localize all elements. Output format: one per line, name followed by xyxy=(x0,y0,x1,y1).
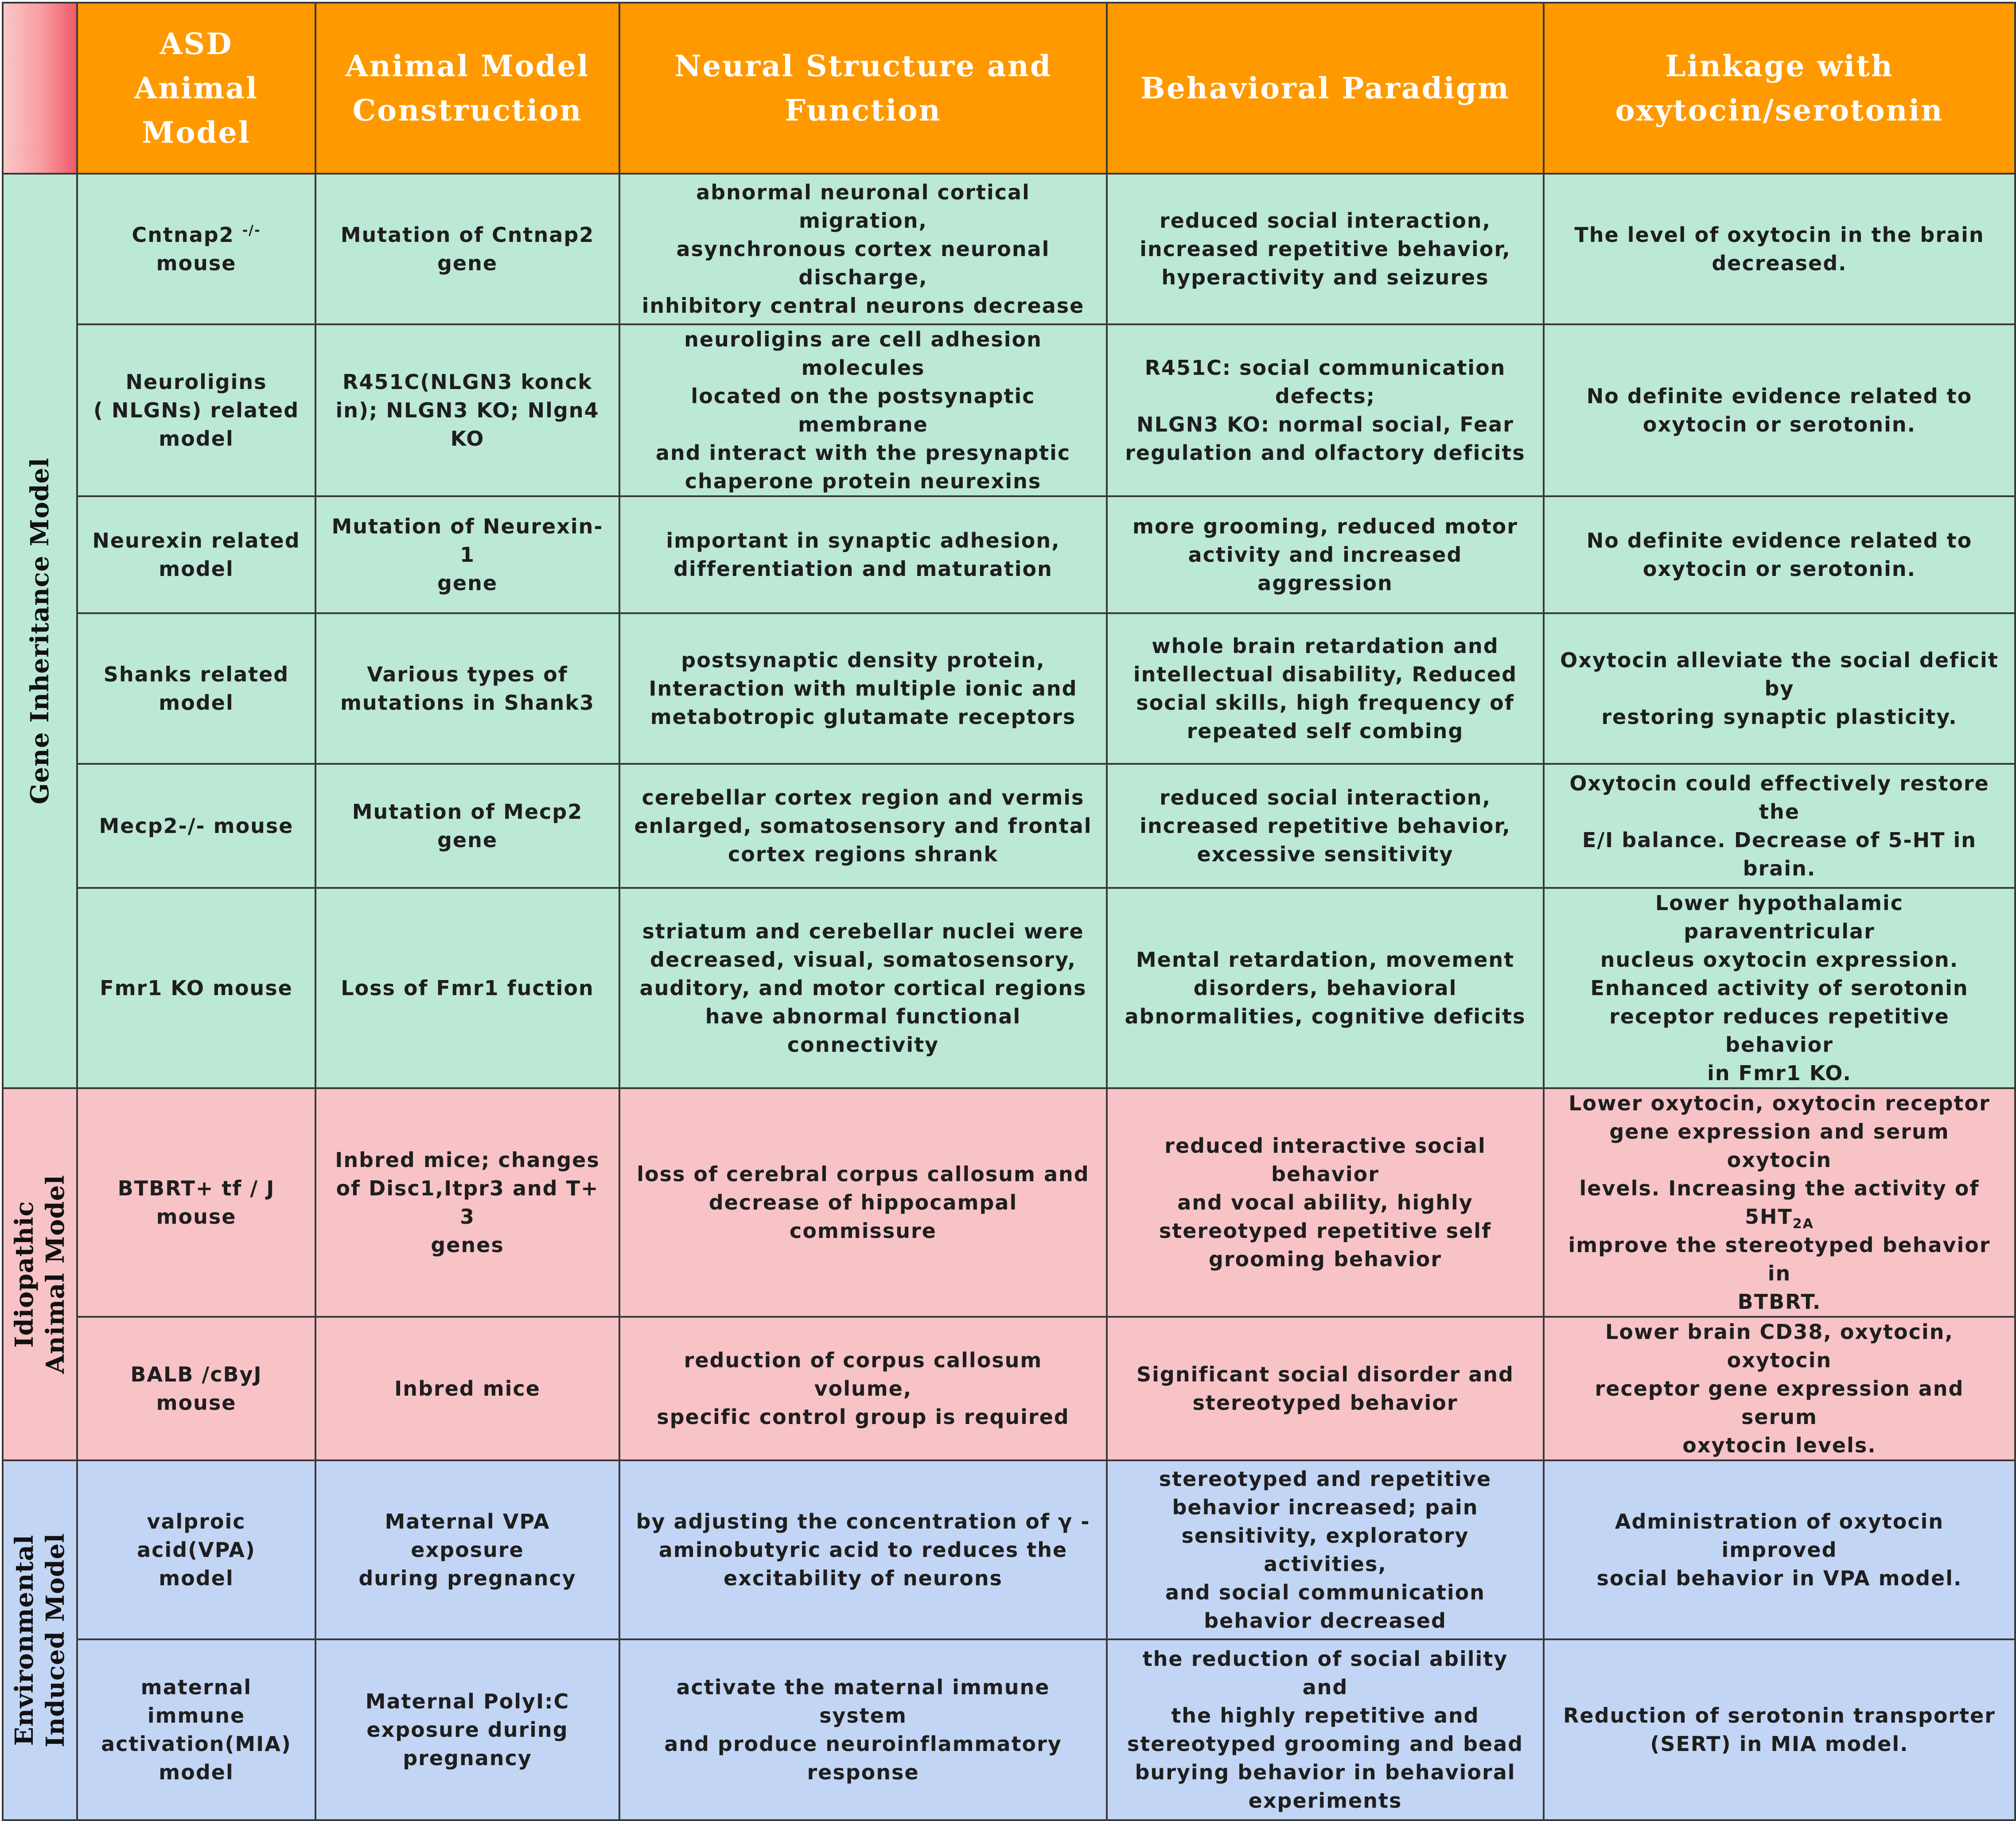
cell-model: valproic acid(VPA) model xyxy=(77,1460,315,1639)
table-row xyxy=(3,1088,2015,1317)
cell-neural: important in synaptic adhesion, differentiation and maturation xyxy=(619,496,1107,613)
cell-construction: Maternal VPA exposure during pregnancy xyxy=(315,1460,619,1639)
cell-construction: Various types of mutations in Shank3 xyxy=(315,613,619,764)
cell-model: maternal immune activation(MIA) model xyxy=(77,1639,315,1820)
cell-behavior: more grooming, reduced motor activity and increased aggression xyxy=(1107,496,1544,613)
group-environmental-induced-model xyxy=(3,1460,77,1820)
cell-behavior: the reduction of social ability and the highly repetitive and stereotyped grooming and bead burying behavior in behavioral experiments xyxy=(1107,1639,1544,1820)
cell-behavior: reduced interactive social behavior and vocal ability, highly stereotyped repetitive self grooming behavior xyxy=(1107,1088,1544,1317)
cell-linkage: Administration of oxytocin improved social behavior in VPA model. xyxy=(1544,1460,2015,1639)
table-row xyxy=(3,1460,2015,1639)
table-row xyxy=(3,1317,2015,1460)
cell-model: Neuroligins ( NLGNs) related model xyxy=(77,324,315,496)
asd-models-table xyxy=(2,2,2016,1821)
cell-behavior: whole brain retardation and intellectual disability, Reduced social skills, high frequency of repeated self combing xyxy=(1107,613,1544,764)
cell-neural: loss of cerebral corpus callosum and decrease of hippocampal commissure xyxy=(619,1088,1107,1317)
cell-behavior: stereotyped and repetitive behavior increased; pain sensitivity, exploratory activities, and social communication behavior decreased xyxy=(1107,1460,1544,1639)
group-gene-inheritance-model xyxy=(3,174,77,1088)
cell-construction: R451C(NLGN3 konck in); NLGN3 KO; Nlgn4 KO xyxy=(315,324,619,496)
cell-construction: Mutation of Mecp2 gene xyxy=(315,764,619,888)
cell-neural: striatum and cerebellar nuclei were decreased, visual, somatosensory, auditory, and motor cortical regions have abnormal functional connectivity xyxy=(619,888,1107,1088)
header-linkage-oxytocin-serotonin: Linkage with oxytocin/serotonin xyxy=(1544,3,2015,174)
cell-linkage: Lower hypothalamic paraventricular nucleus oxytocin expression. Enhanced activity of serotonin receptor reduces repetitive behavior in Fmr1 KO. xyxy=(1544,888,2015,1088)
cell-behavior: reduced social interaction, increased repetitive behavior, excessive sensitivity xyxy=(1107,764,1544,888)
cell-linkage: Oxytocin could effectively restore the E/I balance. Decrease of 5-HT in brain. xyxy=(1544,764,2015,888)
table-row xyxy=(3,1639,2015,1820)
cell-linkage: Oxytocin alleviate the social deficit by restoring synaptic plasticity. xyxy=(1544,613,2015,764)
cell-model: BALB /cByJ mouse xyxy=(77,1317,315,1460)
cell-construction: Mutation of Cntnap2 gene xyxy=(315,174,619,324)
group-label-gene: Gene Inheritance Model xyxy=(25,457,54,805)
cell-model: Neurexin related model xyxy=(77,496,315,613)
cell-neural: cerebellar cortex region and vermis enlarged, somatosensory and frontal cortex regions shrank xyxy=(619,764,1107,888)
table-row xyxy=(3,324,2015,496)
group-label-idiopathic: Idiopathic Animal Model xyxy=(10,1175,70,1374)
table-row xyxy=(3,613,2015,764)
cell-behavior: R451C: social communication defects; NLGN3 KO: normal social, Fear regulation and olfactory deficits xyxy=(1107,324,1544,496)
cell-model: Fmr1 KO mouse xyxy=(77,888,315,1088)
corner-cell xyxy=(3,3,77,174)
header-behavioral-paradigm: Behavioral Paradigm xyxy=(1107,3,1544,174)
cell-construction: Inbred mice; changes of Disc1,Itpr3 and T+ 3 genes xyxy=(315,1088,619,1317)
cell-model: Shanks related model xyxy=(77,613,315,764)
cell-construction: Inbred mice xyxy=(315,1317,619,1460)
header-neural-structure-function: Neural Structure and Function xyxy=(619,3,1107,174)
cell-construction: Maternal PolyI:C exposure during pregnancy xyxy=(315,1639,619,1820)
group-label-environmental: Environmental Induced Model xyxy=(10,1533,70,1747)
cell-behavior: Mental retardation, movement disorders, behavioral abnormalities, cognitive deficits xyxy=(1107,888,1544,1088)
header-row xyxy=(3,3,2015,174)
cell-linkage: No definite evidence related to oxytocin or serotonin. xyxy=(1544,324,2015,496)
cell-model: Cntnap2 -/- mouse xyxy=(77,174,315,324)
cell-construction: Mutation of Neurexin-1 gene xyxy=(315,496,619,613)
cell-neural: postsynaptic density protein, Interaction with multiple ionic and metabotropic glutamate receptors xyxy=(619,613,1107,764)
cell-neural: neuroligins are cell adhesion molecules located on the postsynaptic membrane and interact with the presynaptic chaperone protein neurexins xyxy=(619,324,1107,496)
cell-behavior: reduced social interaction, increased repetitive behavior, hyperactivity and seizures xyxy=(1107,174,1544,324)
cell-linkage: Reduction of serotonin transporter (SERT) in MIA model. xyxy=(1544,1639,2015,1820)
table-row xyxy=(3,496,2015,613)
group-idiopathic-animal-model xyxy=(3,1088,77,1460)
table-row xyxy=(3,764,2015,888)
table-row xyxy=(3,888,2015,1088)
cell-neural: by adjusting the concentration of γ - aminobutyric acid to reduces the excitability of neurons xyxy=(619,1460,1107,1639)
cell-linkage: The level of oxytocin in the brain decreased. xyxy=(1544,174,2015,324)
header-animal-model-construction: Animal Model Construction xyxy=(315,3,619,174)
cell-model: BTBRT+ tf / J mouse xyxy=(77,1088,315,1317)
cell-linkage: Lower oxytocin, oxytocin receptor gene expression and serum oxytocin levels. Increasing the activity of $5HT_{2A}$ improve the stereotyped behavior in BTBRT. xyxy=(1544,1088,2015,1317)
cell-neural: activate the maternal immune system and produce neuroinflammatory response xyxy=(619,1639,1107,1820)
cell-behavior: Significant social disorder and stereotyped behavior xyxy=(1107,1317,1544,1460)
header-asd-animal-model: ASD Animal Model xyxy=(77,3,315,174)
table-row xyxy=(3,174,2015,324)
cell-neural: abnormal neuronal cortical migration, asynchronous cortex neuronal discharge, inhibitory central neurons decrease xyxy=(619,174,1107,324)
cell-linkage: No definite evidence related to oxytocin or serotonin. xyxy=(1544,496,2015,613)
cell-neural: reduction of corpus callosum volume, specific control group is required xyxy=(619,1317,1107,1460)
cell-model: Mecp2-/- mouse xyxy=(77,764,315,888)
cell-linkage: Lower brain CD38, oxytocin, oxytocin receptor gene expression and serum oxytocin levels. xyxy=(1544,1317,2015,1460)
cell-construction: Loss of Fmr1 fuction xyxy=(315,888,619,1088)
